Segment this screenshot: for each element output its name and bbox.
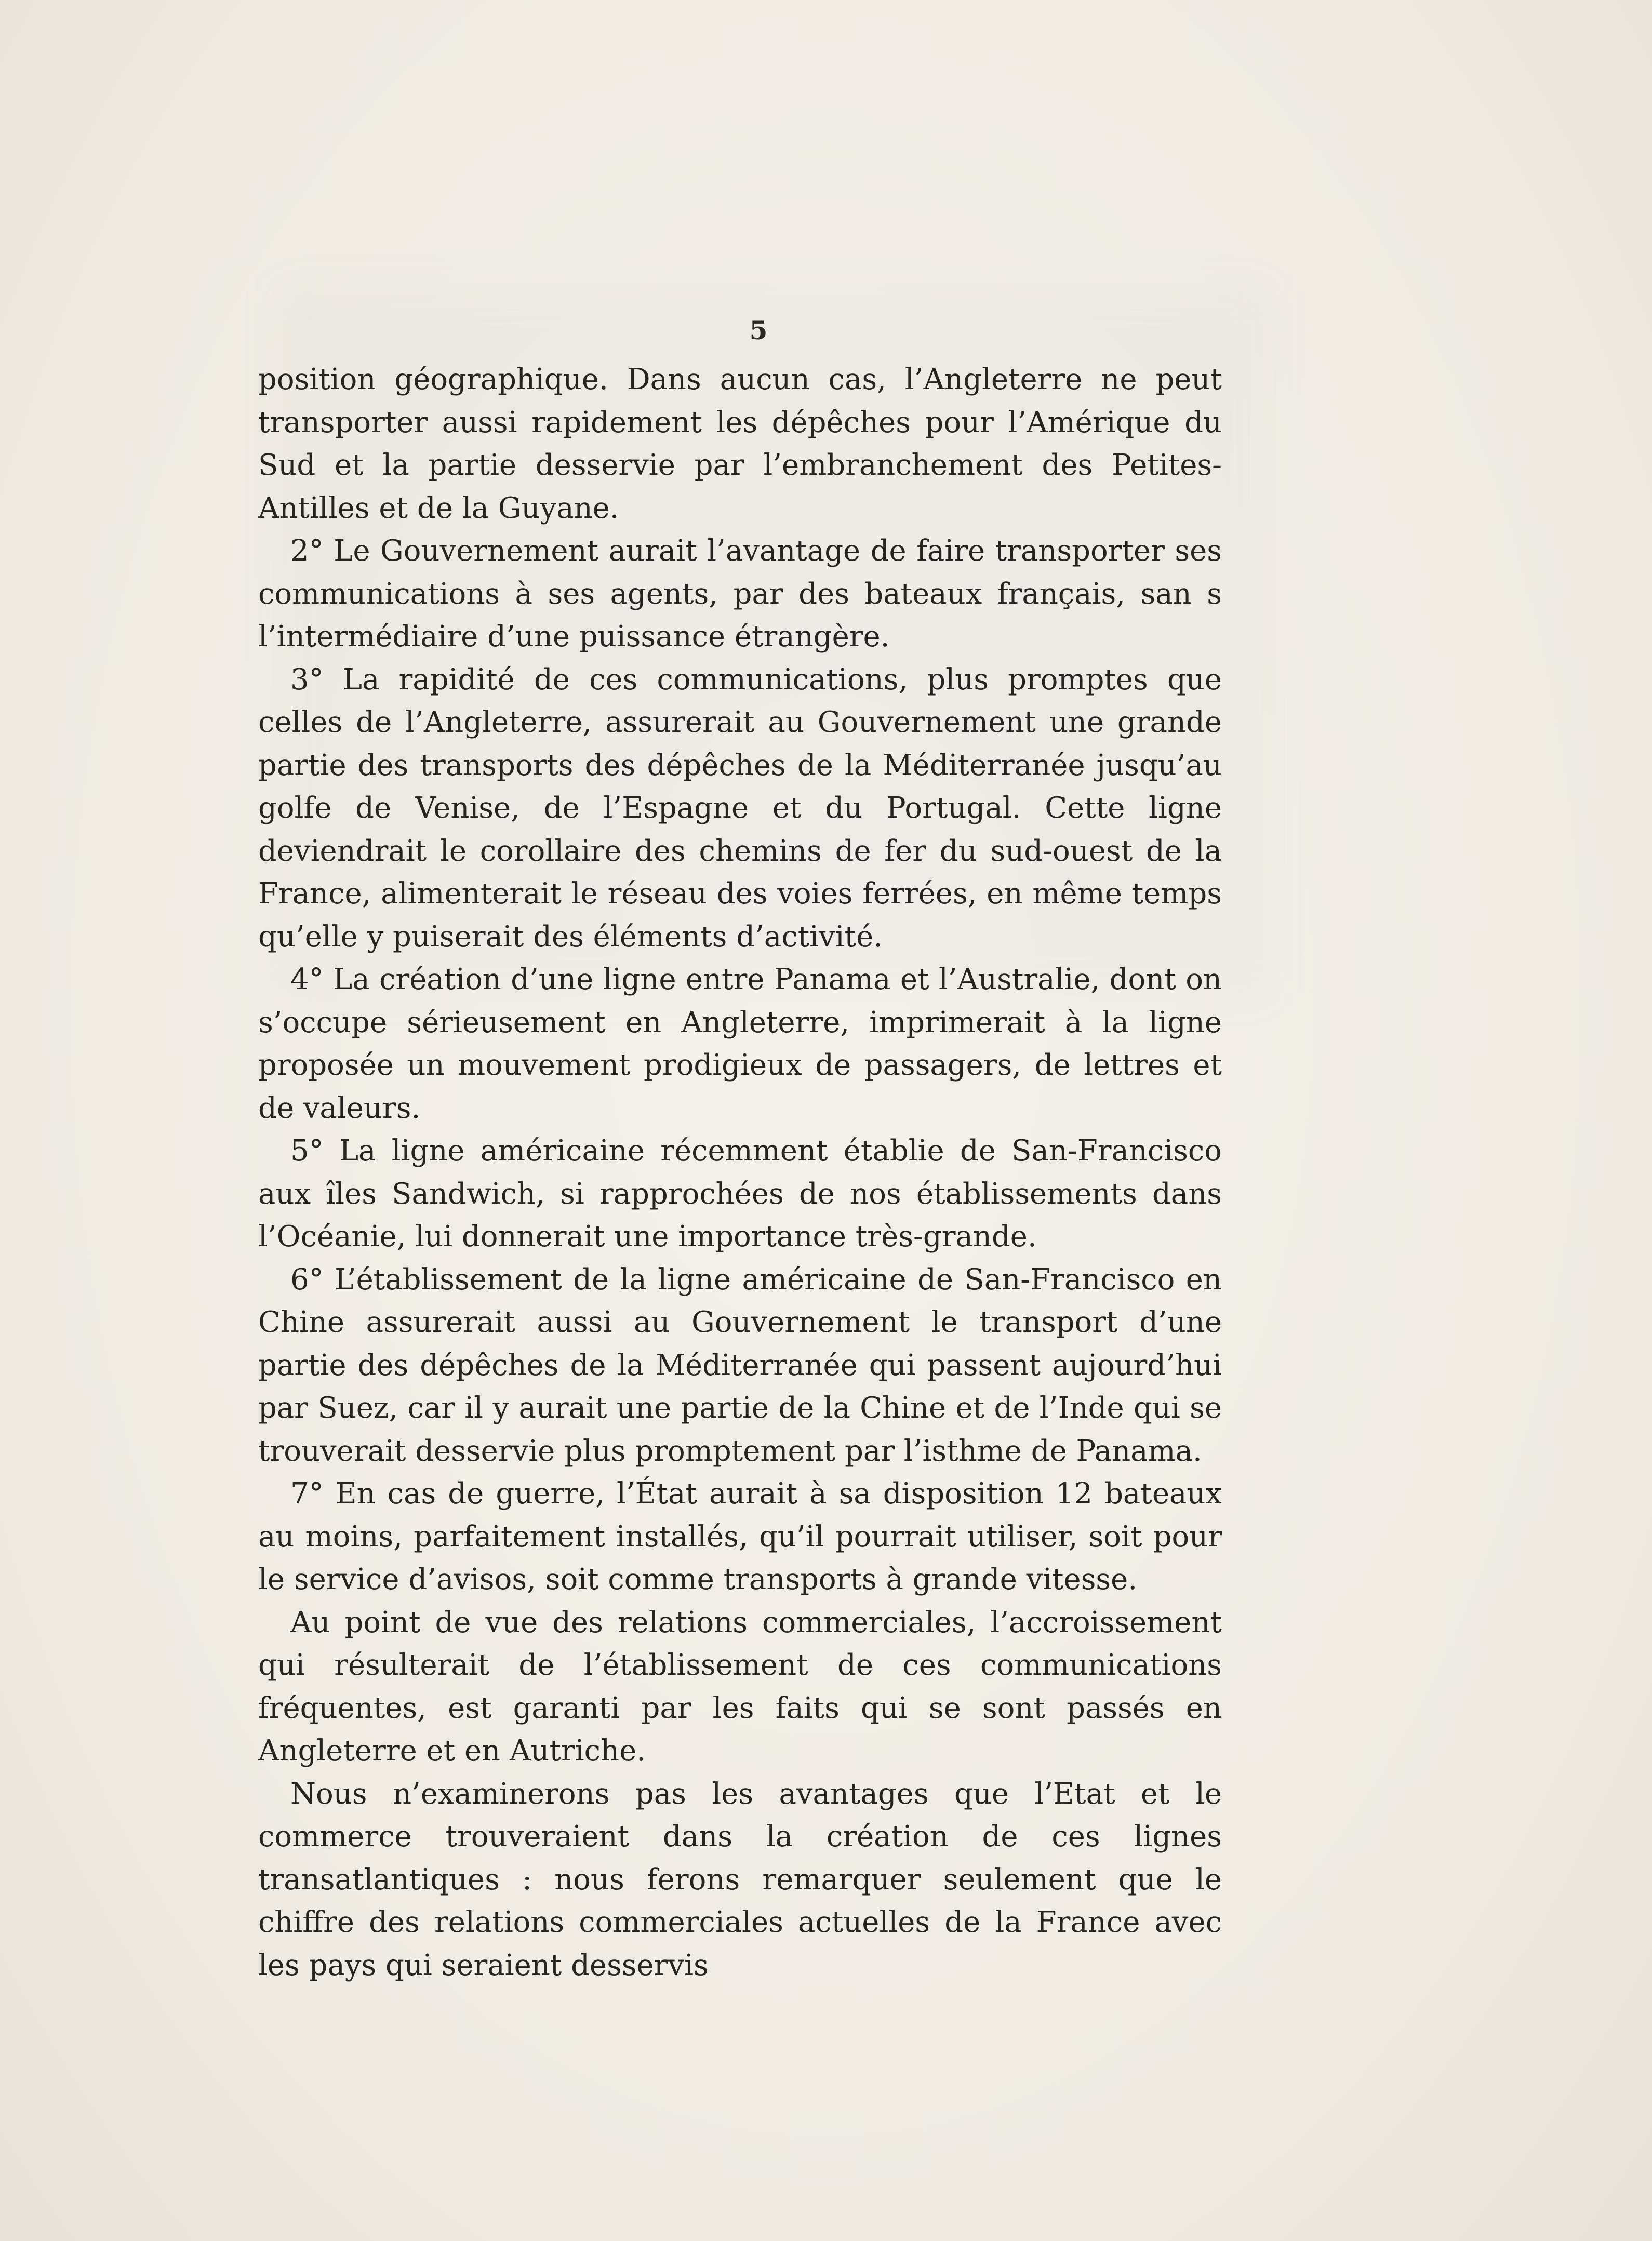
paragraph-point-2: 2° Le Gouvernement aurait l’avantage de faire transporter ses communications à ses agents, par des bateaux français, san s l’intermédiaire d’une puissance étrangère. <box>258 534 1222 653</box>
paragraph-point-6: 6° L’établissement de la ligne américaine de San-Francisco en Chine assurerait aussi au Gouvernement le transport d’une partie des dépêches de la Méditerranée qui passent aujourd’hui par Suez, car il y aurait une partie de la Chine et de l’Inde qui se trouverait desservie plus promptement par l’isthme de Panama. <box>258 1262 1222 1468</box>
paragraph-point-3: 3° La rapidité de ces communications, plus promptes que celles de l’Angleterre, assurerait au Gouvernement une grande partie des transports des dépêches de la Méditerranée jusqu’au golfe de Venise, de l’Espagne et du Portugal. Cette ligne deviendrait le corollaire des chemins de fer du sud-ouest de la France, alimenterait le réseau des voies ferrées, en même temps qu’elle y puiserait des éléments d’activité. <box>258 662 1222 954</box>
body-text <box>258 358 1222 1987</box>
paragraph-point-4: 4° La création d’une ligne entre Panama et l’Australie, dont on s’occupe sérieusement en Angleterre, imprimerait à la ligne proposée un mouvement prodigieux de passagers, de lettres et de valeurs. <box>258 963 1222 1125</box>
page-number: 5 <box>749 315 768 345</box>
paragraph-continuation: position géographique. Dans aucun cas, l’Angleterre ne peut transporter aussi rapidement les dépêches pour l’Amérique du Sud et la partie desservie par l’embranchement des Petites-Antilles et de la Guyane. <box>258 363 1222 525</box>
paragraph-transatlantic-lines: Nous n’examinerons pas les avantages que l’Etat et le commerce trouveraient dans la création de ces lignes transatlantiques : nous ferons remarquer seulement que le chiffre des relations commerciales actuelles de la France avec les pays qui seraient desservis <box>258 1777 1222 1982</box>
paragraph-point-5: 5° La ligne américaine récemment établie de San-Francisco aux îles Sandwich, si rapprochées de nos établissements dans l’Océanie, lui donnerait une importance très-grande. <box>258 1134 1222 1253</box>
paragraph-commercial-relations: Au point de vue des relations commerciales, l’accroissement qui résulterait de l’établissement de ces communications fréquentes, est garanti par les faits qui se sont passés en Angleterre et en Autriche. <box>258 1605 1222 1768</box>
paragraph-point-7: 7° En cas de guerre, l’État aurait à sa disposition 12 bateaux au moins, parfaitement installés, qu’il pourrait utiliser, soit pour le service d’avisos, soit comme transports à grande vitesse. <box>258 1477 1222 1596</box>
